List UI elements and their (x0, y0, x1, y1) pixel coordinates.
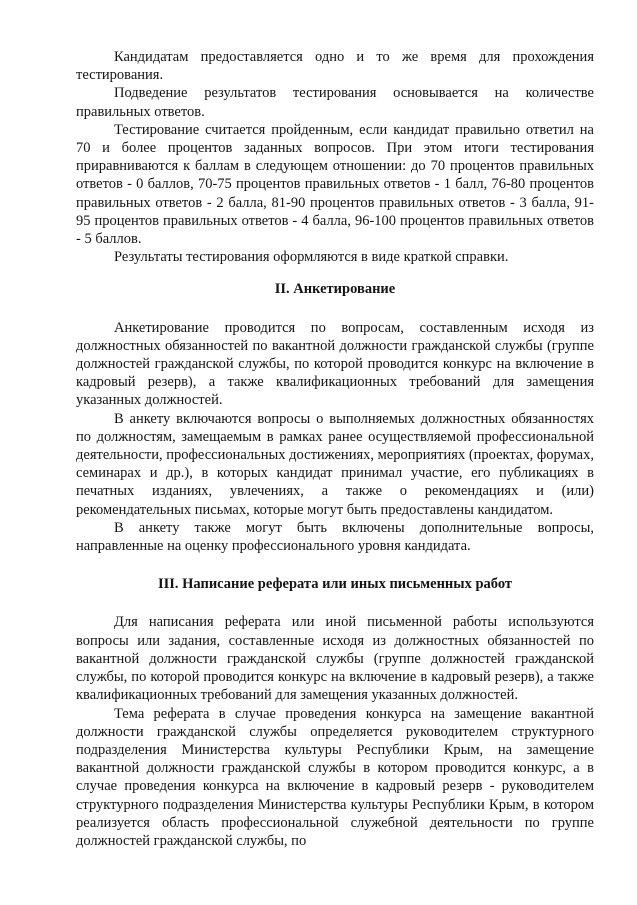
paragraph-questionnaire-contents: В анкету включаются вопросы о выполняемых должностных обязанностях по должностям, замещаемым в рамках ранее осуществляемой профессиональной деятельности, профессиональных достижениях, мероприятиях (проектах, форумах, семинарах и др.), в которых кандидат принимал участие, его публикациях в печатных изданиях, увлечениях, а также о рекомендациях и (или) рекомендательных письмах, которые могут быть предоставлены кандидатом. (76, 410, 594, 518)
paragraph-testing-scoring: Тестирование считается пройденным, если кандидат правильно ответил на 70 и более процентов заданных вопросов. При этом итоги тестирования приравниваются к баллам в следующем отношении: до 70 процентов правильных ответов - 0 баллов, 70-75 процентов правильных ответов - 1 балл, 76-80 процентов правильных ответов - 2 балла, 81-90 процентов правильных ответов - 3 балла, 91-95 процентов правильных ответов - 4 балла, 96-100 процентов правильных ответов - 5 баллов. (76, 121, 594, 248)
section-heading-questionnaire: II. Анкетирование (274, 281, 396, 298)
section-heading-essay: III. Написание реферата или иных письменных работ (157, 576, 513, 593)
spacer (76, 593, 594, 613)
paragraph-testing-report: Результаты тестирования оформляются в виде краткой справки. (114, 249, 509, 266)
paragraph-questionnaire-basis: Анкетирование проводится по вопросам, составленным исходя из должностных обязанностей по вакантной должности гражданской службы (группе должностей гражданской службы, по которой проводится конкурс на включение в кадровый резерв), а также квалификационных требований для замещения указанных должностей. (76, 319, 594, 409)
spacer (76, 299, 594, 319)
paragraph-essay-topic: Тема реферата в случае проведения конкурса на замещение вакантной должности гражданской службы определяется руководителем структурного подразделения Министерства культуры Республики Крым, на замещение вакантной должности гражданской службы в котором проводится конкурс, а в случае проведения конкурса на включение в кадровый резерв - руководителем структурного подразделения Министерства культуры Республики Крым, в котором реализуется область профессиональной служебной деятельности по группе должностей гражданской службы, по (76, 705, 594, 849)
spacer (76, 555, 594, 575)
paragraph-essay-questions: Для написания реферата или иной письменной работы используются вопросы или задания, составленные исходя из должностных обязанностей по вакантной должности гражданской службы (группе должностей гражданской службы, по которой проводится конкурс на включение в кадровый резерв), а также квалификационных требований для замещения указанных должностей. (76, 614, 594, 704)
document-page (76, 48, 594, 850)
paragraph-testing-results-basis: Подведение результатов тестирования основывается на количестве правильных ответов. (76, 85, 594, 120)
paragraph-questionnaire-additional: В анкету также могут быть включены дополнительные вопросы, направленные на оценку профессионального уровня кандидата. (76, 519, 594, 555)
spacer (76, 266, 594, 280)
paragraph-testing-time: Кандидатам предоставляется одно и то же время для прохождения тестирования. (76, 49, 594, 84)
